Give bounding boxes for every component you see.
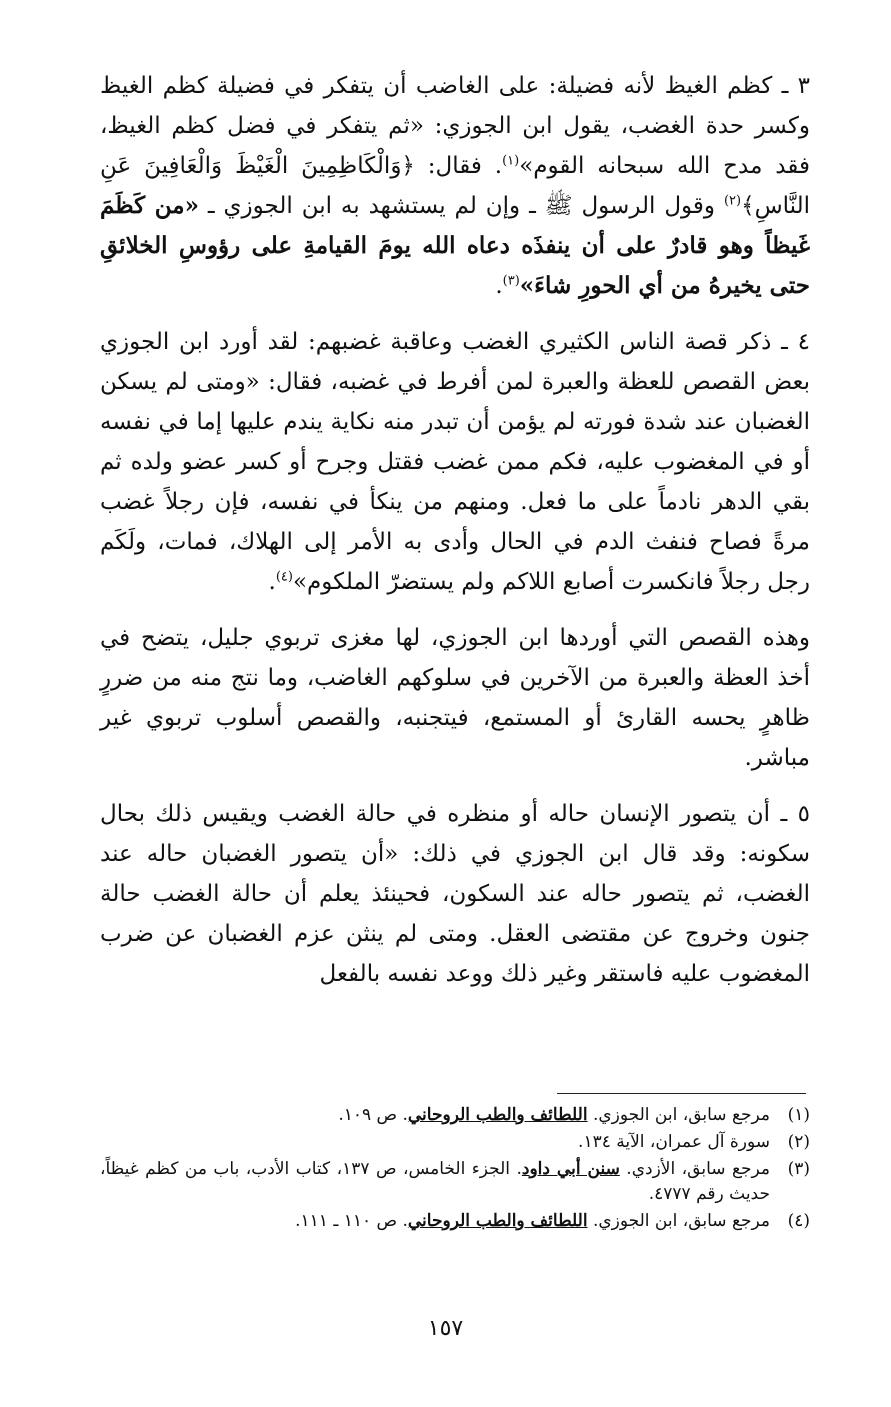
section-3-intro: ٣ ـ كظم الغيظ لأنه فضيلة: على الغاضب أن يتفكر في فضيلة كظم الغيظ وكسر حدة الغضب، يقول ابن الجوزي: «ثم يتفكر في فضل كظم الغيظ، فقد مدح الله سبحانه القوم» <box>100 73 810 179</box>
footnote-1 <box>100 1103 810 1128</box>
footnote-source: مرجع سابق، ابن الجوزي. <box>587 1105 770 1125</box>
footnote-ref-2[interactable]: (٢) <box>723 193 742 209</box>
footnote-4 <box>100 1209 810 1234</box>
footnote-2 <box>100 1130 810 1155</box>
footnote-source: مرجع سابق، ابن الجوزي. <box>587 1211 770 1231</box>
footnote-ref-3[interactable]: (٣) <box>502 273 520 289</box>
main-text <box>100 66 810 994</box>
footnote-3 <box>100 1157 810 1207</box>
section-5-text: ٥ ـ أن يتصور الإنسان حاله أو منظره في حالة الغضب ويقيس ذلك بحال سكونه: وقد قال ابن الجوزي في ذلك: «أن يتصور الغضبان حاله عند الغضب، ثم يتصور حاله عند السكون، فحينئذ يعلم أن حالة الغضب حالة جنون وخروج عن مقتضى العقل. ومتى لم ينثن عزم الغضبان عن ضرب المغضوب عليه فاستقر وغير ذلك ووعد نفسه بالفعل <box>100 801 810 987</box>
footnote-separator <box>557 1093 806 1094</box>
footnote-text <box>100 1209 770 1234</box>
footnote-book-title: اللطائف والطب الروحاني <box>407 1105 588 1125</box>
section-3-hadith: «من كَظَمَ غَيظاً وهو قادرٌ على أن ينفذَه دعاه الله يومَ القيامةِ على رؤوسِ الخلائقِ حتى يخيرهُ من أي الحورِ شاءَ» <box>100 192 810 299</box>
section-4-end: . <box>268 569 276 595</box>
paragraph-stories-significance <box>100 618 810 778</box>
footnote-number: (٣) <box>787 1159 810 1179</box>
footnote-book-title: اللطائف والطب الروحاني <box>407 1211 588 1231</box>
stories-significance-text: وهذه القصص التي أوردها ابن الجوزي، لها مغزى تربوي جليل، يتضح في أخذ العظة والعبرة من الآخرين في سلوكهم الغاضب، وما نتج منه من ضررٍ ظاهرٍ يحسه القارئ أو المستمع، فيتجنبه، والقصص أسلوب تربوي غير مباشر. <box>100 625 810 771</box>
footnote-text <box>100 1130 770 1155</box>
footnote-page: . ص ١١٠ ـ ١١١. <box>295 1211 408 1231</box>
paragraph-section-4 <box>100 322 810 602</box>
page-number: ١٥٧ <box>427 1316 464 1341</box>
footnote-number: (٢) <box>787 1132 810 1152</box>
section-4-text: ٤ ـ ذكر قصة الناس الكثيري الغضب وعاقبة غضبهم: لقد أورد ابن الجوزي بعض القصص للعظة والعبرة لمن أفرط في غضبه، فقال: «ومتى لم يسكن الغضبان عند شدة فورته لم يؤمن أن تبدر منه نكاية يندم عليها إما في نفسه أو في المغضوب عليه، فكم ممن غضب فقتل وجرح أو كسر عضو ولده ثم بقي الدهر نادماً على ما فعل. ومنهم من ينكأ في نفسه، فإن رجلاً غضب مرةً فصاح فنفث الدم في الحال وأدى به الأمر إلى الهلاك، فمات، ولَكَم رجل رجلاً فانكسرت أصابع اللاكم ولم يستضرّ الملكوم» <box>100 329 810 595</box>
section-3-quran-quote: . فقال: ﴿وَالْكَاظِمِينَ الْغَيْظَ وَالْعَافِينَ عَنِ النَّاسِ﴾ <box>100 153 810 219</box>
footnote-source: سورة آل عمران، الآية ١٣٤. <box>578 1132 770 1152</box>
section-3-end: . <box>495 273 503 299</box>
footnote-source: مرجع سابق، الأزدي. <box>619 1159 770 1179</box>
paragraph-section-5 <box>100 794 810 994</box>
footnote-book-title: سنن أبي داود <box>521 1159 620 1179</box>
footnote-text <box>100 1157 770 1207</box>
paragraph-section-3 <box>100 66 810 306</box>
footnote-ref-4[interactable]: (٤) <box>275 569 293 585</box>
footnote-page: . ص ١٠٩. <box>338 1105 408 1125</box>
footnote-number: (٤) <box>787 1211 810 1231</box>
section-3-prophet-saying-intro: وقول الرسول ﷺ ـ وإن لم يستشهد به ابن الجوزي ـ <box>198 193 724 219</box>
footnote-ref-1[interactable]: (١) <box>502 153 520 169</box>
footnotes <box>100 1103 810 1236</box>
footnote-page: . الجزء الخامس، ص ١٣٧، كتاب الأدب، باب من كظم غيظاً، حديث رقم ٤٧٧٧. <box>100 1159 770 1204</box>
footnote-text <box>100 1103 770 1128</box>
footnote-number: (١) <box>787 1105 810 1125</box>
